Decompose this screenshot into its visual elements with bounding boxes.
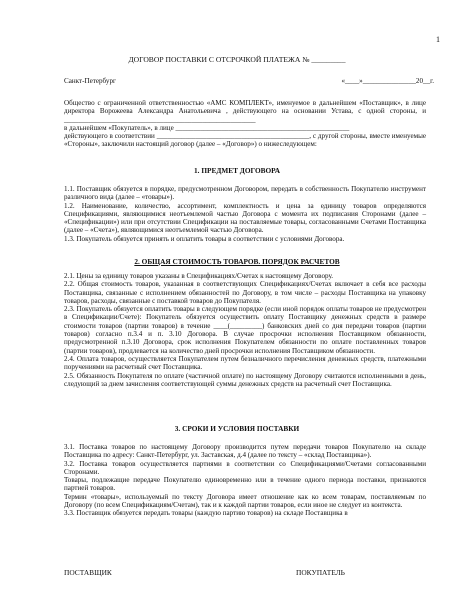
- clause: 1.2. Наименование, количество, ассортимент, комплектность и цена за единицу товаров определяются Спецификациями, являющимися неотъемлемой частью Договора с момента их подписания Сторонами (далее – «Спецификации») или при отсутствии Спецификации на поставляемые товары, согласованными Счетами Поставщика (далее – «Счета»), являющимися неотъемлемой частью Договора.: [64, 201, 426, 235]
- clause: 1.1. Поставщик обязуется в порядке, предусмотренном Договором, передать в собственность Покупателю инструмент различного вида (далее – «товары»).: [64, 185, 426, 202]
- clause: 2.3. Покупатель обязуется оплатить товары в следующем порядке (если иной порядок оплаты товаров не предусмотрен в Спецификации/Счете): Покупатель обязуется осуществить оплату Поставщику денежных средств в размере стоимости товаров (партии товаров) в течение ____(_________) банковских дней со дня передачи товаров (партии товаров) согласно п.3.4 и п. 3.10 Договора. В случае просрочки исполнения Поставщиком обязанности, предусмотренной п.3.10 Договора, срок исполнения Покупателем обязанности по оплате поставленных товаров (партии товаров), продлевается на количество дней просрочки исполнения Поставщиком обязанности.: [64, 305, 426, 355]
- clause: 2.2. Общая стоимость товаров, указанная в соответствующих Спецификациях/Счетах включает в себя все расходы Поставщика, связанные с исполнением обязанностей по Договору, в том числе – расходы Поставщика на упаковку товаров, расходы, связанные с поставкой товаров до Покупателя.: [64, 280, 426, 305]
- contract-date: «____»_______________20__г.: [341, 77, 434, 85]
- clause: Термин «товары», используемый по тексту Договора имеет отношение как ко всем товарам, поставляемым по Договору (по всем Спецификациям/Счетам), так и к каждой партии товаров, если иное не следует из контекста.: [64, 492, 426, 510]
- page-number: 1: [436, 35, 440, 44]
- clause: Товары, подлежащие передаче Покупателю единовременно или в течение одного периода поставки, признаются партией товаров.: [64, 476, 426, 493]
- section-3-heading: 3. СРОКИ И УСЛОВИЯ ПОСТАВКИ: [174, 424, 300, 433]
- city: Санкт-Петербург: [64, 77, 116, 85]
- clause: 1.3. Покупатель обязуется принять и оплатить товары в соответствии с условиями Договора.: [64, 234, 345, 243]
- preamble-paragraph: действующего в соответствии ___________________________________________, с другой стороны, вместе именуемые «Стороны», заключили настоящий договор (далее – «Договор») о нижеследующем:: [64, 132, 426, 149]
- section-1-heading: 1. ПРЕДМЕТ ДОГОВОРА: [194, 166, 280, 175]
- buyer-signature-label: ПОКУПАТЕЛЬ: [296, 568, 345, 577]
- city-date-line: [64, 77, 434, 85]
- section-2-body: [64, 272, 426, 388]
- section-3-body: [64, 443, 426, 518]
- clause: 2.4. Оплата товаров, осуществляется Покупателем путем безналичного перечисления денежных средств, платежными поручениями на расчетный счет Поставщика.: [64, 354, 426, 372]
- clause: 2.5. Обязанность Покупателя по оплате (частичной оплате) по настоящему Договору считаются исполненными в день, следующий за днем зачисления соответствующей суммы денежных средств на расчетный счет Поставщика.: [64, 371, 426, 388]
- section-1-body: [64, 185, 426, 243]
- preamble-paragraph: Общество с ограниченной ответственностью «АМС КОМПЛЕКТ», именуемое в дальнейшем «Поставщик», в лице директора Ворожеева Александра Анатольевича , действующего на основании Устава, с одной стороны, и ______________________________________________________: [64, 99, 426, 124]
- clause: 3.3. Поставщик обязуется передать товары (каждую партию товаров) на складе Поставщика в: [64, 509, 348, 518]
- document-title: ДОГОВОР ПОСТАВКИ С ОТСРОЧКОЙ ПЛАТЕЖА № _________: [128, 55, 346, 64]
- preamble: [64, 99, 426, 149]
- preamble-paragraph: в дальнейшем «Покупатель», в лице _________________________________________________: [64, 123, 350, 132]
- clause: 2.1. Цены за единицу товаров указаны в Спецификациях/Счетах к настоящему Договору.: [64, 272, 334, 280]
- clause: 3.1. Поставка товаров по настоящему Договору производится путем передачи товаров Покупателю на складе Поставщика по адресу: Санкт-Петербург, ул. Заставская, д.4 (далее по тексту – «склад Поставщика»).: [64, 443, 426, 460]
- section-2-heading: 2. ОБЩАЯ СТОИМОСТЬ ТОВАРОВ. ПОРЯДОК РАСЧЕТОВ: [134, 257, 340, 266]
- clause: 3.2. Поставка товаров осуществляется партиями в соответствии со Спецификациями/Счетами согласованными Сторонами.: [64, 459, 426, 476]
- supplier-signature-label: ПОСТАВЩИК: [64, 568, 112, 577]
